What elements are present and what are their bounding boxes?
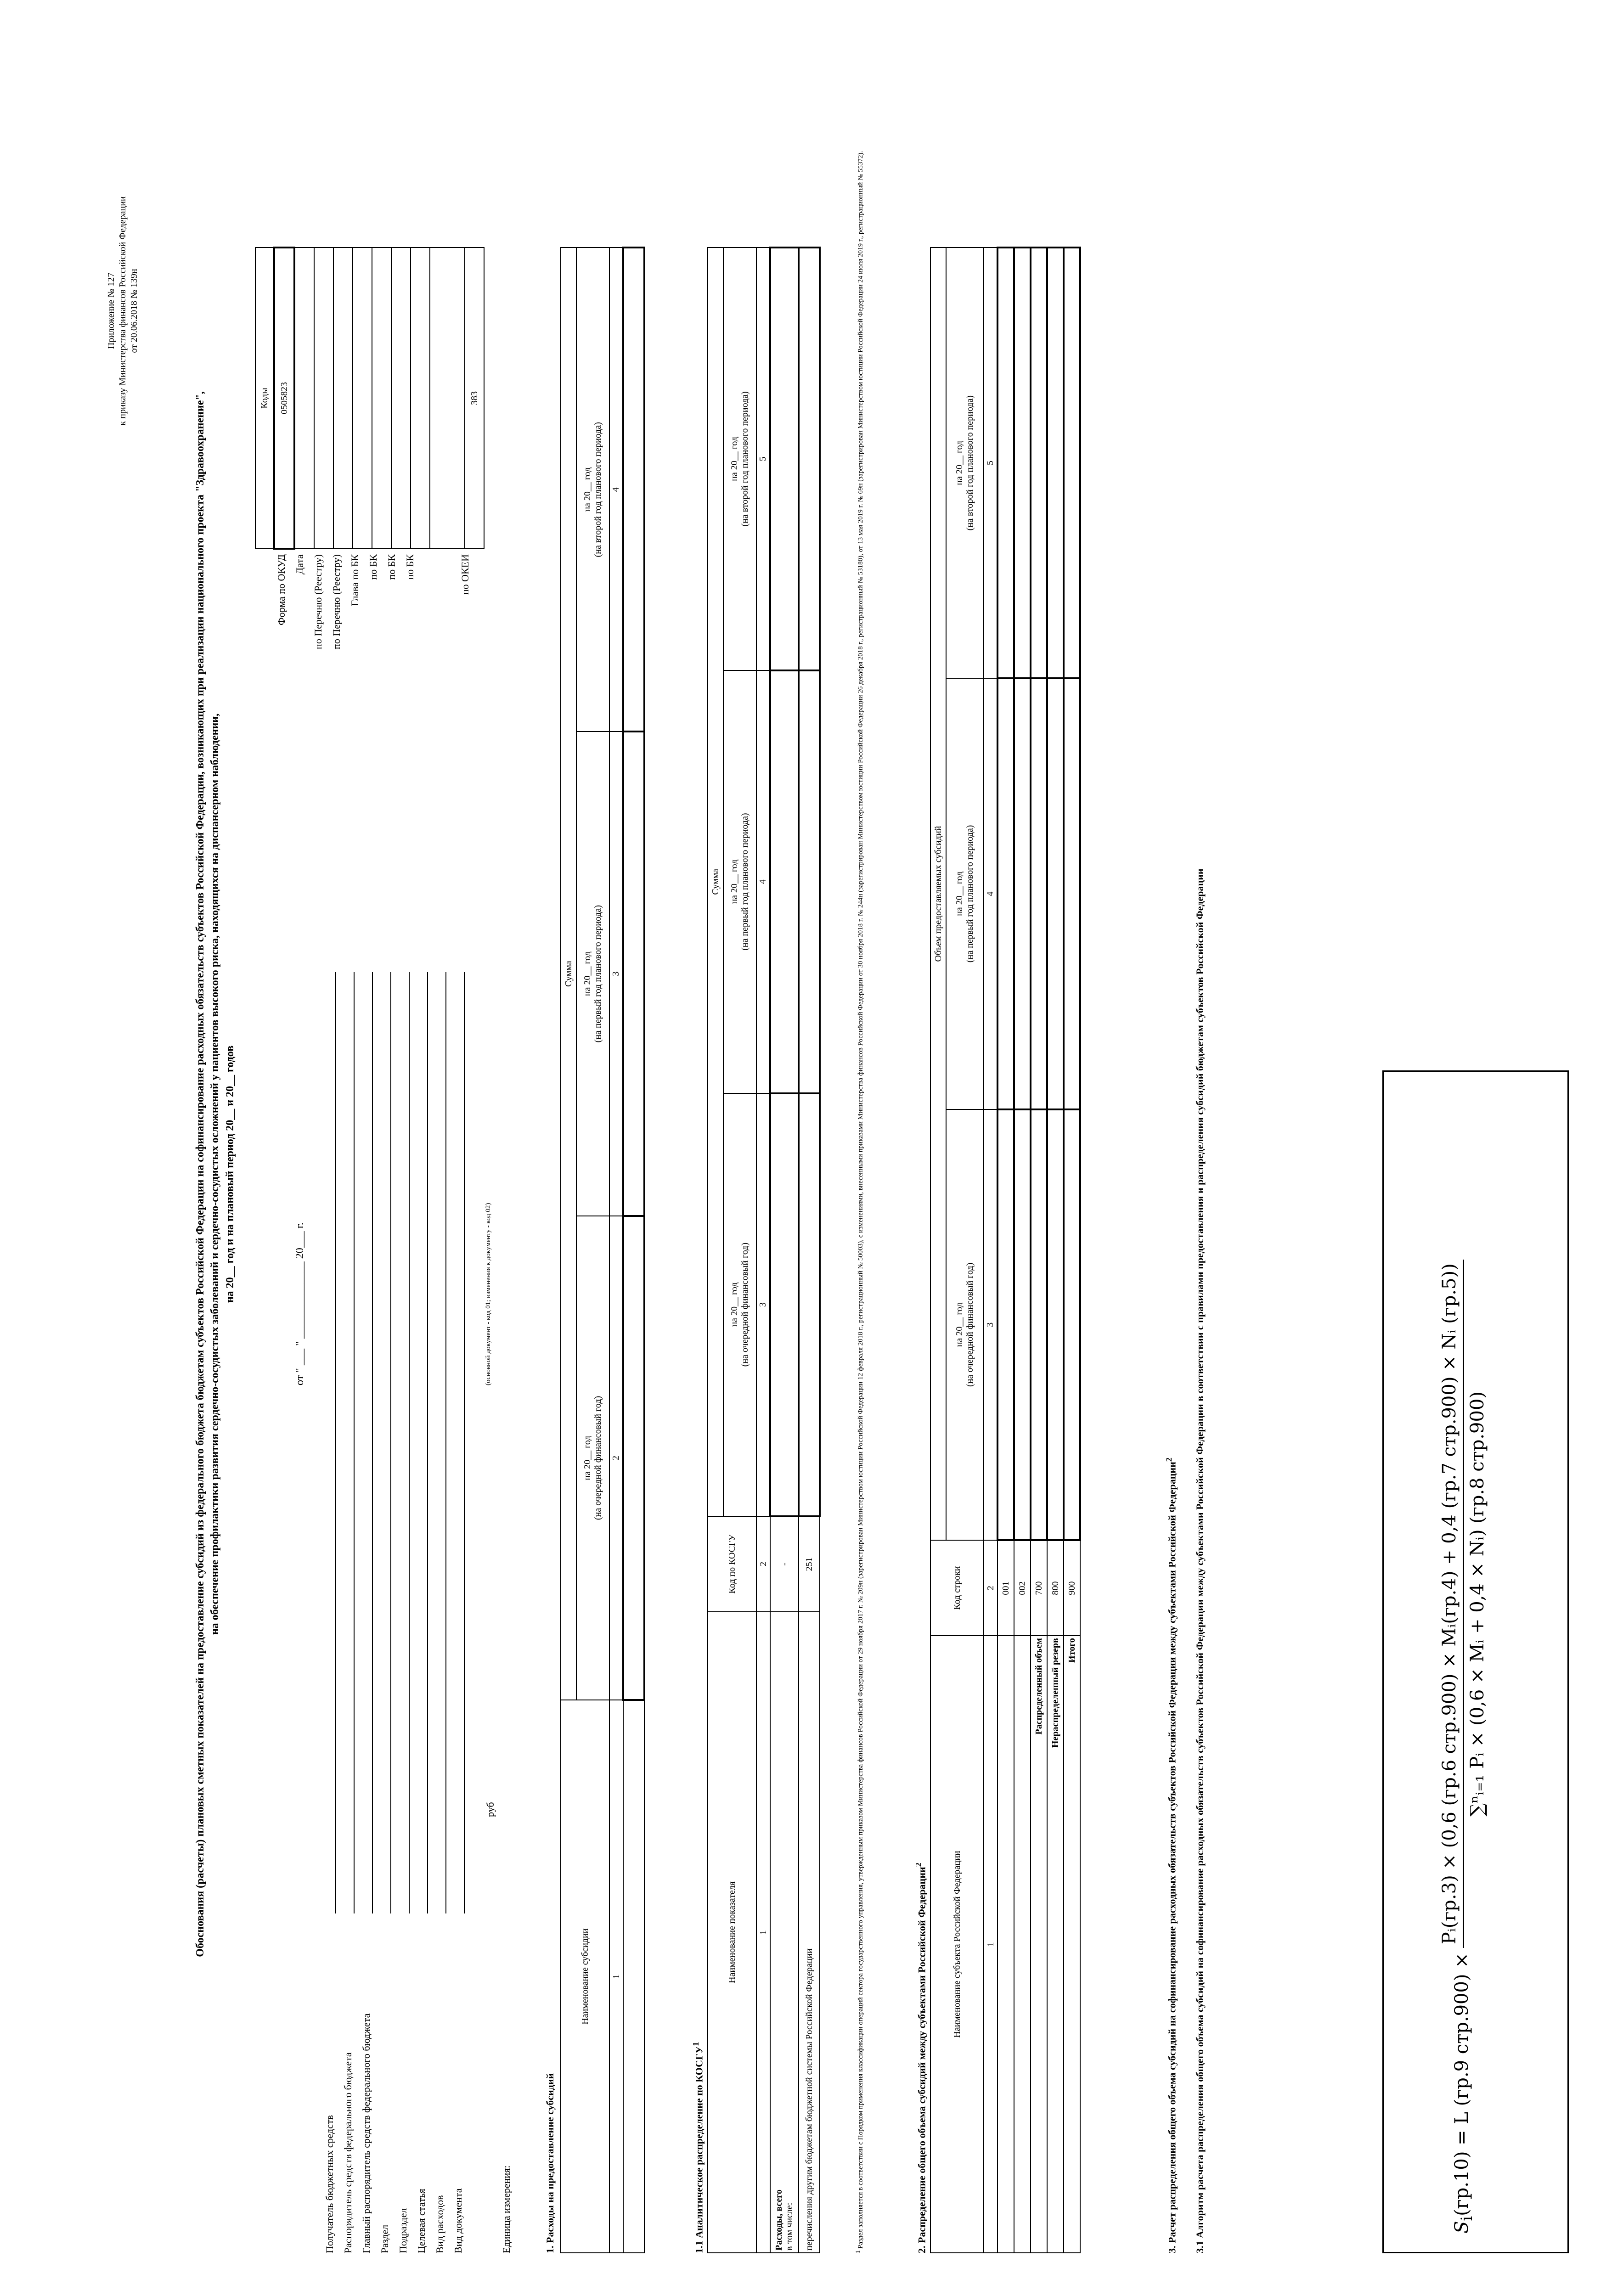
grand-total-cell-1[interactable] [1064, 1109, 1080, 1541]
formula-box [1382, 1070, 1569, 2253]
undistributed-code: 800 [1047, 1540, 1064, 1636]
total-code: 900 [1064, 1540, 1080, 1636]
col-indicator-name: Наименование показателя [708, 1612, 756, 2253]
okei-label: по ОКЕИ [459, 554, 471, 595]
doc-type-line[interactable] [464, 972, 465, 1913]
formula-lhs [1451, 1953, 1476, 2234]
col2-year-3-label: на 20__ год [954, 440, 964, 485]
col-subsidy-name: Наименование субсидии [561, 1700, 609, 2253]
sum-cell-2[interactable] [623, 732, 644, 1216]
col-subject-name: Наименование субъекта Российской Федерации [930, 1636, 984, 2253]
distributed-cell-3[interactable] [1031, 248, 1047, 678]
recipient-line[interactable] [335, 972, 336, 1913]
grand-total-cell-3[interactable] [1064, 248, 1080, 678]
col2-year-2-label: на 20__ год [954, 872, 964, 916]
subject-row-2-cell-1[interactable] [1014, 1109, 1031, 1541]
sum-cell-1[interactable] [623, 1216, 644, 1700]
col-volume: Объем предоставляемых субсидий [930, 248, 946, 1540]
bk-code-3[interactable] [411, 248, 430, 549]
undistributed-label: Нераспределенный резерв [1047, 1636, 1064, 2253]
col11-year-2-sub: (на первый год планового периода) [740, 813, 750, 951]
section-line[interactable] [390, 972, 391, 1913]
col-row-code: Код строки [930, 1540, 984, 1636]
col2-year-2-sub: (на первый год планового периода) [965, 825, 975, 963]
col-year-1 [576, 1216, 609, 1700]
title-line-1: Обоснования (расчеты) плановых сметных показателей на предоставление субсидий из федерального бюджета бюджетам субъектов Российской Федерации на софинансирование расходных обязательств субъектов Российской Федерации, возникающих при реализации национального проекта "Здравоохранение", [194, 391, 206, 1957]
section11-heading [691, 2042, 705, 2253]
section-label: Раздел [379, 2224, 390, 2253]
transfers-cell-2[interactable] [799, 670, 820, 1093]
col-num-2: 2 [609, 1216, 623, 1700]
formula-numerator: Pᵢ(гр.3) × (0,6 (гр.6 стр.900) × Mᵢ(гр.4) + 0,4 (гр.7 стр.900) × Nᵢ (гр.5)) [1439, 1260, 1464, 1948]
col11-year-1-sub: (на очередной финансовый год) [740, 1242, 750, 1367]
footnote-1: $^1$ Раздел заполняется в соответствии с Порядком применения классификации операций сектора государственного управления, утвержденным приказом Министерства финансов Российской Федерации от 29 ноября 2017 г. № 209н (зарегистрирован Министерством юстиции Российской Федерации 12 февраля 2018 г., регистрационный № 50003), с изменениями, внесенными приказами Министерства финансов Российской Федерации от 30 ноября 2018 г. № 244н (зарегистрирован Министерством юстиции Российской Федерации 26 декабря 2018 г., регистрационный № 53180), от 13 мая 2019 г. № 69н (зарегистрирован Министерством юстиции Российской Федерации 24 июля 2019 г., регистрационный № 55372). [855, 151, 864, 2253]
col11-year-3 [723, 248, 756, 670]
undistributed-cell-3[interactable] [1047, 248, 1064, 678]
formula-denominator: ∑ⁿᵢ₌₁ Pᵢ × (0,6 × Mᵢ + 0,4 × Nᵢ) (гр.8 стр.900) [1467, 1391, 1488, 1817]
appendix-number: Приложение № 127 [106, 272, 116, 349]
section3-footnote-mark: 2 [1164, 1458, 1173, 1462]
col2-num-1: 1 [984, 1636, 997, 2253]
section3-heading [1164, 95, 1178, 2253]
recipient-label: Получатель бюджетных средств [324, 2115, 335, 2253]
undistributed-cell-2[interactable] [1047, 678, 1064, 1109]
distribution-table [930, 247, 1081, 2253]
chief-manager-label: Главный распорядитель средств федерального бюджета [361, 2013, 372, 2253]
bk-code-2[interactable] [391, 248, 411, 549]
row-transfers-code: 251 [799, 1516, 820, 1612]
expense-type-label: Вид расходов [434, 2195, 445, 2253]
col-num-1: 1 [609, 1700, 623, 2253]
col11-year-1 [723, 1093, 756, 1516]
distributed-code: 700 [1031, 1540, 1047, 1636]
row-total-text: Расходы, всего [774, 2189, 784, 2251]
col2-num-4: 4 [984, 678, 997, 1109]
section3-heading-text: 3. Расчет распределения общего объема субсидий на софинансирование расходных обязательств субъектов Российской Федерации между субъектами Российской Федерации [1166, 1462, 1178, 2253]
col11-num-3: 3 [756, 1093, 770, 1516]
target-item-line[interactable] [427, 972, 428, 1913]
col-num-3: 3 [609, 732, 623, 1216]
col2-year-1 [946, 1109, 984, 1541]
registry-label-2: по Перечню (Реестру) [331, 554, 342, 649]
unit-label: Единица измерения: [501, 2165, 512, 2253]
page-title [193, 210, 237, 2138]
date-code[interactable] [294, 248, 314, 549]
manager-line[interactable] [354, 972, 355, 1913]
col2-year-1-sub: (на очередной финансовый год) [965, 1262, 975, 1387]
col-year-3 [576, 248, 609, 732]
col11-year-2 [723, 670, 756, 1093]
bk-label-3: по БК [404, 554, 416, 580]
col-sum-11: Сумма [708, 248, 723, 1516]
subject-row-1-name[interactable] [997, 1636, 1014, 2253]
subsection-line[interactable] [409, 972, 410, 1913]
bk-code-1[interactable] [372, 248, 391, 549]
distributed-cell-1[interactable] [1031, 1109, 1047, 1541]
document-date: от " ___ " ______________ 20___ г. [294, 1222, 306, 1385]
okud-code[interactable]: 0505823 [274, 248, 294, 549]
total-cell-2[interactable] [770, 670, 799, 1093]
formula-lhs-index: i [1457, 2216, 1476, 2221]
row-total-label [770, 1612, 799, 2253]
col2-num-3: 3 [984, 1109, 997, 1541]
codes-header: Коды [255, 248, 274, 549]
col11-year-2-label: на 20__ год [729, 859, 739, 904]
codes-table [255, 247, 485, 550]
col-year-2-sub: (на первый год планового периода) [593, 905, 603, 1043]
target-item-label: Целевая статья [416, 2189, 427, 2253]
subsection-label: Подраздел [397, 2208, 409, 2253]
section11-footnote-mark: 1 [691, 2042, 700, 2046]
expense-type-line[interactable] [445, 972, 446, 1913]
row-including-text: в том числе: [784, 2202, 795, 2251]
col2-year-1-label: на 20__ год [954, 1302, 964, 1347]
section1-heading: 1. Расходы на предоставление субсидий [544, 2073, 556, 2253]
registry-code-2[interactable] [333, 248, 353, 549]
col-year-3-label: на 20__ год [582, 467, 592, 512]
subsidy-name-cell[interactable] [623, 1700, 644, 2253]
okud-label: Форма по ОКУД [276, 554, 287, 625]
section2-footnote-mark: 2 [914, 1863, 923, 1867]
subject-row-1-cell-2[interactable] [997, 678, 1014, 1109]
kosgu-table [707, 247, 821, 2253]
col11-num-1: 1 [756, 1612, 770, 2253]
subsidy-expenses-table [560, 247, 645, 2253]
col2-year-2 [946, 678, 984, 1109]
col2-num-2: 2 [984, 1540, 997, 1636]
section31-heading: 3.1 Алгоритм расчета распределения общего объема субсидий на софинансирование расходных обязательств субъектов Российской Федерации между субъектами Российской Федерации в соответствии с правилами предоставления и распределения субсидий бюджетам субъектов Российской Федерации [1194, 868, 1206, 2253]
subject-row-2-code: 002 [1014, 1540, 1031, 1636]
footnote-1-text: Раздел заполняется в соответствии с Порядком применения классификации операций сектора государственного управления, утвержденным приказом Министерства финансов Российской Федерации от 29 ноября 2017 г. № 209н (зарегистрирован Министерством юстиции Российской Федерации 12 февраля 2018 г., регистрационный № 50003), с изменениями, внесенными приказами Министерства финансов Российской Федерации от 30 ноября 2018 г. № 244н (зарегистрирован Министерством юстиции Российской Федерации 26 декабря 2018 г., регистрационный № 53180), от 13 мая 2019 г. № 69н (зарегистрирован Министерством юстиции Российской Федерации 24 июля 2019 г., регистрационный № 55372). [857, 151, 864, 2249]
subject-row-1-cell-1[interactable] [997, 1109, 1014, 1541]
registry-code-1[interactable] [314, 248, 333, 549]
subject-row-1-cell-3[interactable] [997, 248, 1014, 678]
col11-year-3-sub: (на второй год планового периода) [740, 391, 750, 527]
manager-label: Распорядитель средств федерального бюджета [342, 2052, 354, 2253]
col-kosgu-code: Код по КОСГУ [708, 1516, 756, 1612]
formula-fraction [1439, 1260, 1488, 1948]
col11-num-5: 5 [756, 248, 770, 670]
subject-row-2-cell-2[interactable] [1014, 678, 1031, 1109]
total-cell-1[interactable] [770, 1093, 799, 1516]
row-transfers-label: перечисления другим бюджетам бюджетной системы Российской Федерации [799, 1612, 820, 2253]
col11-year-3-label: на 20__ год [729, 436, 739, 481]
empty-code[interactable] [430, 248, 465, 549]
subject-row-2-cell-3[interactable] [1014, 248, 1031, 678]
appendix-order: к приказу Министерства финансов Российской Федерации [118, 196, 128, 426]
total-cell-3[interactable] [770, 248, 799, 670]
col11-num-4: 4 [756, 670, 770, 1093]
bk-label-2: по БК [386, 554, 397, 580]
registry-label-1: по Перечню (Реестру) [312, 554, 324, 649]
unit-value: руб [485, 1802, 496, 1817]
row-total-code: - [770, 1516, 799, 1612]
col2-num-5: 5 [984, 248, 997, 678]
col-year-1-label: на 20__ год [582, 1435, 592, 1480]
title-line-2: на обеспечение профилактики развития сердечно-сосудистых заболеваний и сердечно-сосудистых осложнений у пациентов высокого риска, находящихся на диспансерном наблюдении, [209, 713, 221, 1635]
distributed-label: Распределенный объем [1031, 1636, 1047, 2253]
distributed-cell-2[interactable] [1031, 678, 1047, 1109]
col11-year-1-label: на 20__ год [729, 1282, 739, 1327]
col-sum: Сумма [561, 248, 576, 1700]
col-year-1-sub: (на очередной финансовый год) [593, 1396, 603, 1520]
col11-num-2: 2 [756, 1516, 770, 1612]
transfers-cell-3[interactable] [799, 248, 820, 670]
col2-year-3 [946, 248, 984, 678]
total-label: Итого [1064, 1636, 1080, 2253]
title-line-3: на 20__ год и на плановый период 20__ и 20__ годов [224, 1045, 236, 1303]
appendix-header [106, 136, 140, 485]
col-year-3-sub: (на второй год планового периода) [593, 422, 603, 557]
formula-lhs-symbol: S [1451, 2221, 1472, 2234]
sum-cell-3[interactable] [623, 248, 644, 732]
section2-heading-text: 2. Распределение общего объема субсидий между субъектами Российской Федерации [916, 1867, 928, 2253]
distribution-formula [1439, 1260, 1488, 2234]
okei-code[interactable]: 383 [465, 248, 484, 549]
col-year-2-label: на 20__ год [582, 951, 592, 996]
section11-heading-text: 1.1 Аналитическое распределение по КОСГУ [693, 2046, 705, 2253]
chapter-bk-code[interactable] [353, 248, 372, 549]
formula-lhs-arg: (гр.10) = L (гр.9 стр.900) × [1451, 1953, 1472, 2216]
subject-row-1-code: 001 [997, 1540, 1014, 1636]
date-code-label: Дата [294, 554, 305, 574]
chapter-bk-label: Глава по БК [349, 554, 361, 606]
col2-year-3-sub: (на второй год планового периода) [965, 395, 975, 531]
transfers-cell-1[interactable] [799, 1093, 820, 1516]
appendix-date: от 20.06.2018 № 139н [129, 269, 139, 353]
basis-note: (основной документ - код 01; изменения к документу - код 02) [485, 1203, 492, 1385]
col-year-2 [576, 732, 609, 1216]
doc-type-label: Вид документа [452, 2188, 464, 2253]
grand-total-cell-2[interactable] [1064, 678, 1080, 1109]
bk-label-1: по БК [367, 554, 379, 580]
chief-manager-line[interactable] [372, 972, 373, 1913]
subject-row-2-name[interactable] [1014, 1636, 1031, 2253]
col-num-4: 4 [609, 248, 623, 732]
undistributed-cell-1[interactable] [1047, 1109, 1064, 1541]
section2-heading [914, 1863, 928, 2253]
